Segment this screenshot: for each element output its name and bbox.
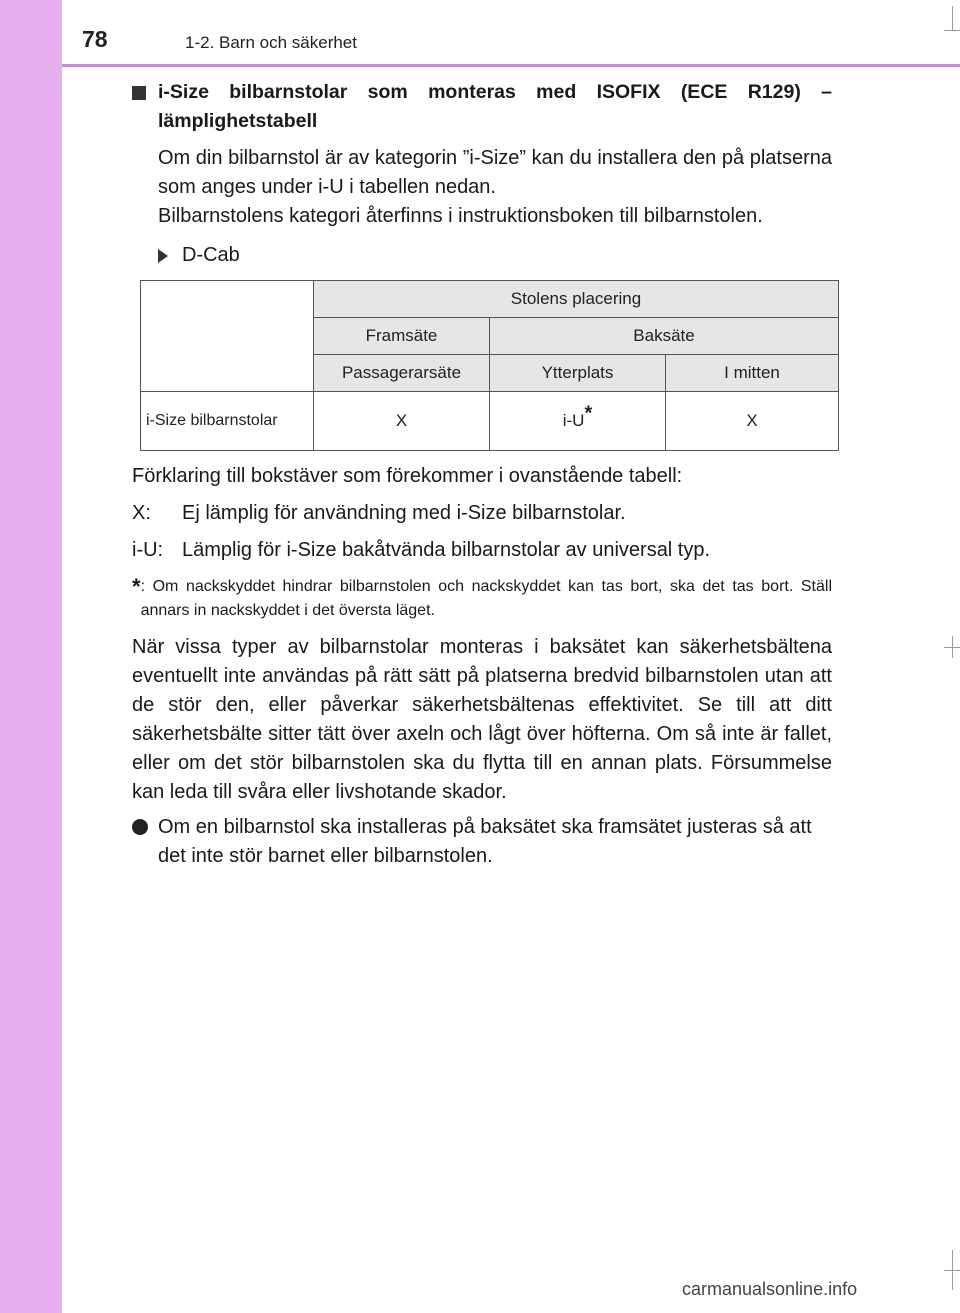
circle-bullet-icon bbox=[132, 819, 148, 835]
subheading-text: D-Cab bbox=[182, 244, 240, 266]
crop-mark bbox=[944, 647, 960, 648]
square-bullet-icon bbox=[132, 86, 146, 100]
header-passenger-seat: Passagerarsäte bbox=[314, 355, 490, 392]
header-rear-seat: Baksäte bbox=[490, 318, 839, 355]
explanation-section bbox=[132, 462, 832, 871]
row-label-isize: i-Size bilbarnstolar bbox=[141, 392, 314, 451]
header-seat-position: Stolens placering bbox=[314, 281, 839, 318]
triangle-bullet-icon bbox=[158, 249, 168, 263]
main-content bbox=[132, 78, 832, 270]
page-number: 78 bbox=[82, 26, 108, 52]
watermark: carmanualsonline.info bbox=[682, 1279, 858, 1299]
legend-item-iu bbox=[132, 536, 832, 565]
footnote-mark: * bbox=[584, 402, 593, 425]
bullet-text: Om en bilbarnstol ska installeras på baksätet ska framsätet justeras så att det inte stör barnet eller bilbarnstolen. bbox=[158, 816, 812, 867]
footnote-star: * bbox=[132, 574, 141, 599]
suitability-table bbox=[140, 280, 839, 451]
legend-code: X: bbox=[132, 502, 151, 524]
header-outer-seat: Ytterplats bbox=[490, 355, 666, 392]
cell-outer bbox=[490, 392, 666, 451]
footnote bbox=[132, 575, 832, 623]
legend-item-x bbox=[132, 499, 832, 528]
cell-outer-value: i-U bbox=[562, 411, 585, 430]
footnote-text: : Om nackskyddet hindrar bilbarnstolen och nackskyddet kan tas bort, ska det tas bort. Ställ annars in nackskyddet i det översta läget. bbox=[140, 578, 832, 619]
page-sidebar-tab bbox=[0, 0, 62, 1313]
intro-text-2: Bilbarnstolens kategori återfinns i instruktionsboken till bilbarnstolen. bbox=[158, 205, 763, 227]
section-heading-text: i-Size bilbarnstolar som monteras med ISOFIX (ECE R129) – lämplighetstabell bbox=[158, 81, 832, 132]
section-title: 1-2. Barn och säkerhet bbox=[185, 33, 357, 52]
legend-text: Lämplig för i-Size bakåtvända bilbarnstolar av universal typ. bbox=[182, 539, 711, 561]
legend-text: Ej lämplig för användning med i-Size bilbarnstolar. bbox=[182, 502, 626, 524]
bullet-item bbox=[132, 813, 832, 871]
header-front-seat: Framsäte bbox=[314, 318, 490, 355]
body-paragraph: När vissa typer av bilbarnstolar monteras i baksätet kan säkerhetsbältena eventuellt inte användas på rätt sätt på platserna bredvid bilbarnstolen utan att de stör den, eller påverkar säkerhetsbältenas effektivitet. Se till att ditt säkerhetsbälte sitter tätt över axeln och lågt över höfterna. Om så inte är fallet, eller om det stör bilbarnstolen ska du flytta till en annan plats. Försummelse kan leda till svåra eller livshotande skador. bbox=[132, 636, 832, 803]
crop-mark bbox=[944, 30, 960, 31]
section-heading bbox=[132, 78, 832, 136]
crop-mark bbox=[944, 1270, 960, 1271]
header-middle-seat: I mitten bbox=[666, 355, 839, 392]
legend-intro: Förklaring till bokstäver som förekommer i ovanstående tabell: bbox=[132, 465, 683, 487]
crop-mark bbox=[952, 6, 953, 30]
table-corner-cell bbox=[141, 281, 314, 392]
cell-middle: X bbox=[666, 392, 839, 451]
subheading bbox=[158, 241, 832, 270]
header-divider bbox=[62, 64, 960, 67]
intro-text-1: Om din bilbarnstol är av kategorin ”i-Size” kan du installera den på platserna som anges under i-U i tabellen nedan. bbox=[158, 147, 832, 198]
legend-code: i-U: bbox=[132, 539, 164, 561]
cell-passenger: X bbox=[314, 392, 490, 451]
